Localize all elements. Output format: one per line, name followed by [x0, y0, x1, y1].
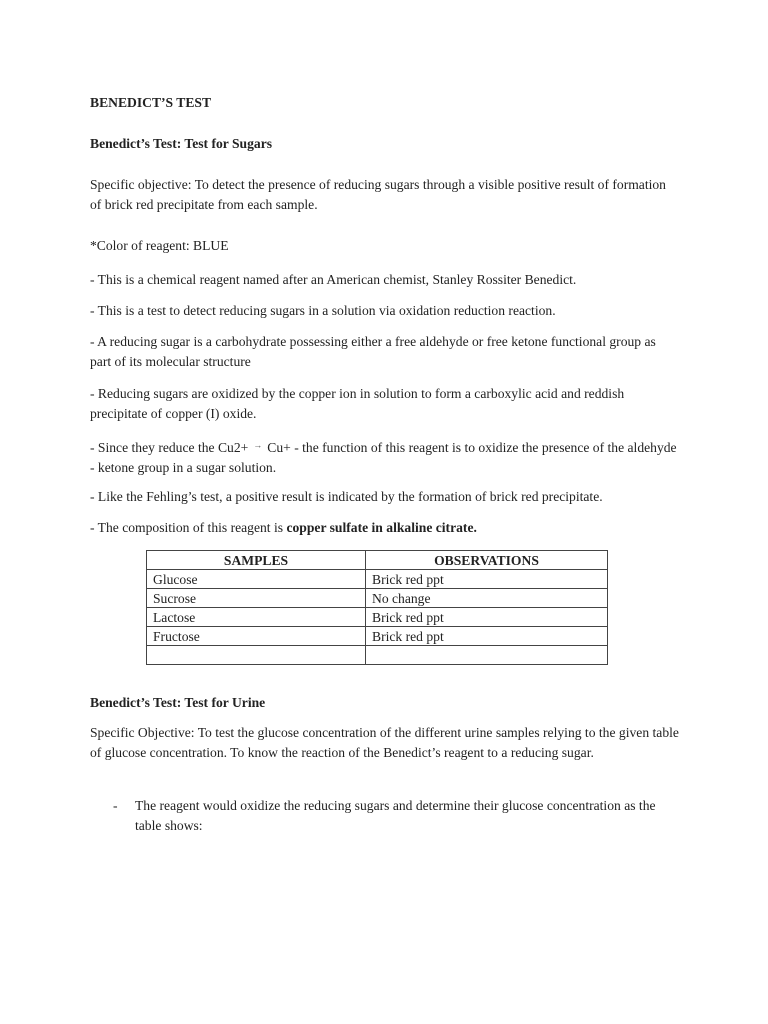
section-heading-urine: Benedict’s Test: Test for Urine	[90, 695, 266, 710]
observations-table	[146, 550, 608, 665]
observation-cell: No change	[366, 589, 608, 608]
reduction-text-start: - Since they reduce the Cu2+	[90, 440, 249, 455]
composition-text: - The composition of this reagent is	[90, 520, 287, 535]
point-fehling-comparison: - Like the Fehling’s test, a positive result is indicated by the formation of brick red precipitate.	[90, 489, 603, 504]
table-row	[147, 608, 608, 627]
point-chemist: - This is a chemical reagent named after an American chemist, Stanley Rossiter Benedict.	[90, 272, 577, 287]
point-reducing-test: - This is a test to detect reducing sugars in a solution via oxidation reduction reaction.	[90, 303, 556, 318]
composition-bold-text: copper sulfate in alkaline citrate.	[286, 520, 477, 535]
point-composition	[90, 518, 680, 538]
point-copper-reduction	[90, 435, 680, 478]
reagent-color-note: *Color of reagent: BLUE	[90, 238, 229, 253]
sample-cell	[147, 646, 366, 665]
point-reducing-sugar-definition: - A reducing sugar is a carbohydrate possessing either a free aldehyde or free ketone functional group as part of its molecular structure	[90, 334, 656, 369]
observation-cell: Brick red ppt	[366, 627, 608, 646]
observation-cell: Brick red ppt	[366, 608, 608, 627]
bullet-reagent-oxidize: The reagent would oxidize the reducing sugars and determine their glucose concentration as the table shows:	[135, 798, 656, 833]
point-oxidation: - Reducing sugars are oxidized by the copper ion in solution to form a carboxylic acid and reddish precipitate of copper (I) oxide.	[90, 386, 625, 421]
table-row	[147, 627, 608, 646]
table-row	[147, 589, 608, 608]
header-observations: OBSERVATIONS	[366, 551, 608, 570]
document-title: BENEDICT’S TEST	[90, 95, 212, 110]
table-header-row	[147, 551, 608, 570]
specific-objective-sugars: Specific objective: To detect the presence of reducing sugars through a visible positive result of formation of brick red precipitate from each sample.	[90, 177, 666, 212]
reduction-text-end: Cu+ - the function of this reagent is to oxidize the presence of the aldehyde - ketone group in a sugar solution.	[90, 440, 677, 475]
sample-cell: Sucrose	[147, 589, 366, 608]
sample-cell: Lactose	[147, 608, 366, 627]
observation-cell: Brick red ppt	[366, 570, 608, 589]
sample-cell: Fructose	[147, 627, 366, 646]
bullet-dash: -	[113, 798, 118, 813]
table-row-empty	[147, 646, 608, 665]
specific-objective-urine: Specific Objective: To test the glucose concentration of the different urine samples relying to the given table of glucose concentration. To know the reaction of the Benedict’s reagent to a reducing sugar.	[90, 725, 679, 760]
header-samples: SAMPLES	[147, 551, 366, 570]
arrow-icon: →	[253, 440, 263, 450]
sample-cell: Glucose	[147, 570, 366, 589]
observation-cell	[366, 646, 608, 665]
table-row	[147, 570, 608, 589]
section-heading-sugars: Benedict’s Test: Test for Sugars	[90, 136, 273, 151]
